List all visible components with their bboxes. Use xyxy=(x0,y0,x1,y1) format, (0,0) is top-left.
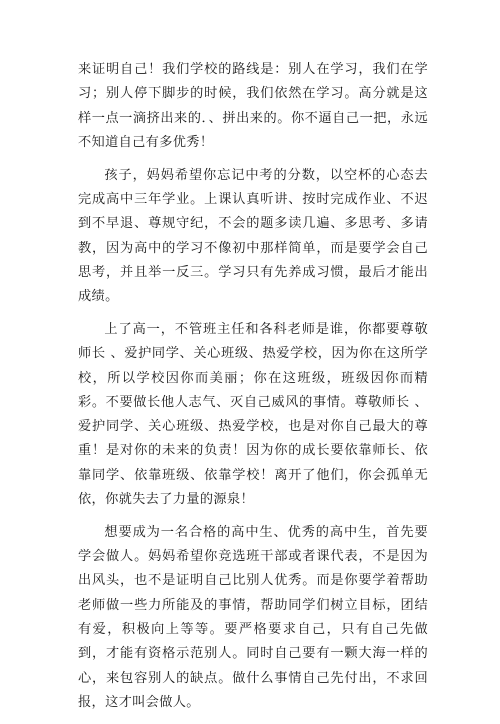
paragraph-3: 上了高一，不管班主任和各科老师是谁，你都要尊敬师长 、爱护同学、关心班级、热爱学校，因为你在这所学校，所以学校因你而美丽；你在这班级，班级因你而精彩。不要做长他人志气、灭自己威风的事情。尊敬师长 、爱护同学、关心班级、热爱学校，也是对你自己最大的尊重！是对你的未来的负责！因为你的成长要依靠师长、依靠同学、依靠班级、依靠学校！离开了他们，你会孤单无依，你就失去了力量的源泉！ xyxy=(78,321,428,508)
document-body xyxy=(78,58,428,724)
paragraph-4: 想要成为一名合格的高中生、优秀的高中生，首先要学会做人。妈妈希望你竞选班干部或者课代表，不是因为出风头，也不是证明自己比别人优秀。而是你要学着帮助老师做一些力所能及的事情，帮助同学们树立目标，团结有爱，积极向上等等。要严格要求自己，只有自己先做到，才能有资格示范别人。同时自己要有一颗大海一样的心，来包容别人的缺点。做什么事情自己先付出，不求回报，这才叫会做人。 xyxy=(78,524,428,710)
paragraph-1: 来证明自己！我们学校的路线是：别人在学习，我们在学习；别人停下脚步的时候，我们依然在学习。高分就是这样一点一滴挤出来的．、拼出来的。你不逼自己一把，永远不知道自己有多优秀！ xyxy=(78,62,428,150)
paragraph-2: 孩子，妈妈希望你忘记中考的分数，以空杯的心态去完成高中三年学业。上课认真听讲、按时完成作业、不迟到不早退、尊规守纪，不会的题多读几遍、多思考、多请教，因为高中的学习不像初中那样简单，而是要学会自己思考，并且举一反三。学习只有先养成习惯，最后才能出成绩。 xyxy=(78,167,428,305)
